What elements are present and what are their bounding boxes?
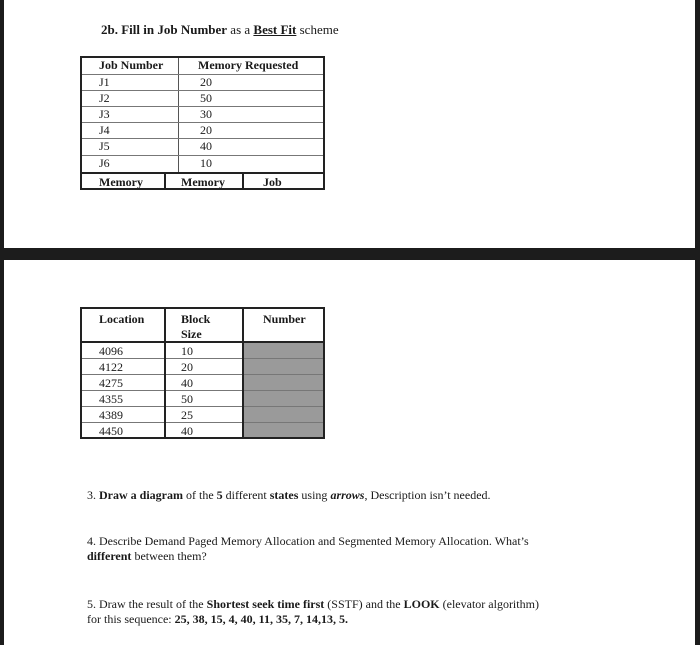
job-table-header: Job Number Memory Requested: [82, 58, 323, 75]
number-input-cell[interactable]: [244, 359, 323, 374]
table-row: J1 20: [82, 75, 323, 91]
number-input-cell[interactable]: [244, 407, 323, 422]
left-page-edge: [0, 0, 4, 645]
number-input-cell[interactable]: [244, 391, 323, 406]
table-row: J2 50: [82, 91, 323, 107]
block-size-header: Block Size: [166, 309, 242, 343]
number-header: Number: [244, 309, 323, 343]
table-row: J5 40: [82, 139, 323, 156]
table-row: 4096 10: [82, 343, 323, 359]
table-row: 4450 40: [82, 423, 323, 437]
question-3: 3. Draw a diagram of the 5 different states using arrows, Description isn’t needed.: [87, 488, 491, 502]
table-row: 4275 40: [82, 375, 323, 391]
question-5: 5. Draw the result of the Shortest seek time first (SSTF) and the LOOK (elevator algorithm) for this sequence: 25, 38, 15, 4, 40, 11, 35, 7, 14,13, 5.: [87, 597, 539, 626]
number-input-cell[interactable]: [244, 343, 323, 358]
table-row: 4355 50: [82, 391, 323, 407]
job-table: [80, 56, 325, 190]
table-row: J4 20: [82, 123, 323, 139]
table-row: 4122 20: [82, 359, 323, 375]
table-row: J6 10: [99, 156, 212, 170]
table-row: J3 30: [82, 107, 323, 123]
number-input-cell[interactable]: [244, 423, 323, 437]
question-4: 4. Describe Demand Paged Memory Allocation and Segmented Memory Allocation. What’s different between them?: [87, 534, 529, 563]
location-header: Location: [82, 309, 164, 343]
right-page-edge: [695, 0, 700, 645]
job-table-footer: Memory Memory Job: [82, 172, 323, 190]
memory-block-table: [80, 307, 325, 439]
table-row: 4389 25: [82, 407, 323, 423]
number-input-cell[interactable]: [244, 375, 323, 390]
page-divider: [0, 248, 700, 260]
section-title: 2b. Fill in Job Number as a Best Fit scheme: [101, 22, 339, 37]
